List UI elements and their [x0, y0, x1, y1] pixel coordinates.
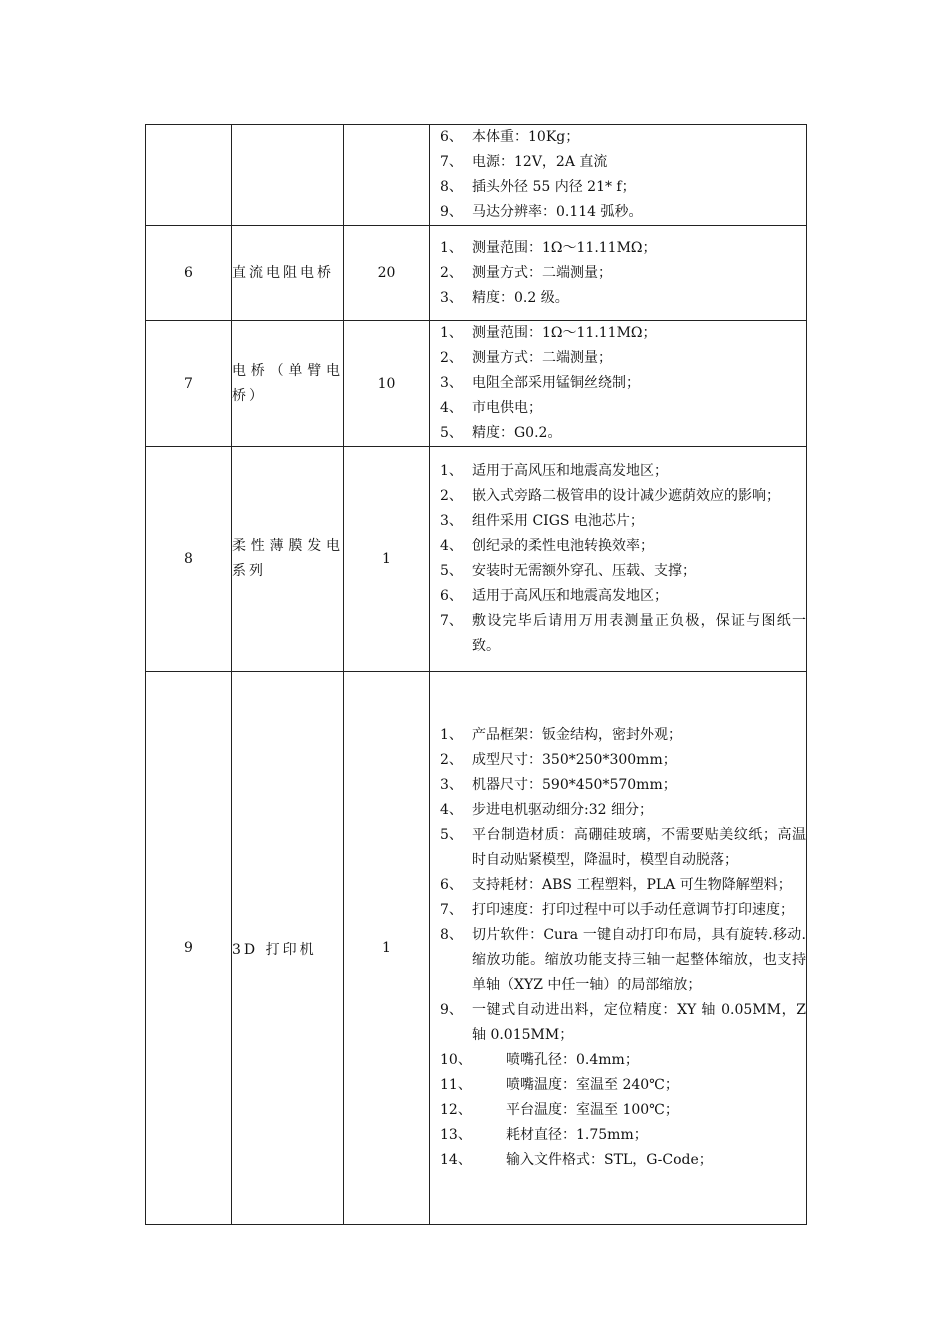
- spec-number: 9、: [440, 1002, 463, 1018]
- spec-line: [430, 150, 806, 175]
- spec-text: 平台制造材质：高硼硅玻璃，不需要贴美纹纸；高温时自动贴紧模型，降温时，模型自动脱落；: [472, 827, 806, 868]
- spec-line: [430, 584, 806, 609]
- spec-text: 测量方式：二端测量；: [472, 264, 612, 281]
- spec-text: 喷嘴孔径：0.4mm；: [506, 1052, 639, 1068]
- spec-line: [430, 371, 806, 396]
- spec-number: 1、: [440, 727, 463, 743]
- item-specs: [430, 226, 807, 321]
- spec-text: 敷设完毕后请用万用表测量正负极，保证与图纸一致。: [472, 613, 806, 654]
- spec-text: 切片软件：Cura 一键自动打印布局，具有旋转.移动.缩放功能。缩放功能支持三轴一起整体缩放，也支持单轴（XYZ 中任一轴）的局部缩放；: [472, 927, 806, 993]
- spec-number: 3、: [440, 777, 463, 793]
- spec-line: [430, 175, 806, 200]
- spec-text: 插头外径 55 内径 21* f；: [472, 179, 636, 195]
- item-number: 8: [146, 447, 232, 672]
- item-specs: [430, 321, 807, 447]
- item-name: 直流电阻电桥: [232, 226, 344, 321]
- spec-number: 2、: [440, 488, 463, 504]
- spec-line: [430, 1123, 806, 1148]
- spec-text: 精度：0.2 级。: [472, 289, 569, 306]
- spec-line: [430, 723, 806, 748]
- spec-text: 市电供电；: [472, 400, 542, 416]
- spec-text: 成型尺寸：350*250*300mm；: [472, 752, 677, 768]
- spec-number: 12、: [440, 1102, 472, 1118]
- spec-line: [430, 609, 806, 659]
- spec-line: [430, 509, 806, 534]
- item-number: 9: [146, 672, 232, 1225]
- spec-number: 2、: [440, 264, 463, 281]
- spec-line: [430, 346, 806, 371]
- spec-number: 2、: [440, 752, 463, 768]
- spec-text: 平台温度：室温至 100℃；: [506, 1102, 679, 1118]
- item-name: [232, 125, 344, 226]
- spec-number: 6、: [440, 588, 463, 604]
- spec-line: [430, 125, 806, 150]
- spec-number: 1、: [440, 325, 463, 341]
- spec-line: [430, 873, 806, 898]
- table-row: [146, 226, 807, 321]
- spec-number: 4、: [440, 400, 463, 416]
- spec-line: [430, 200, 806, 225]
- spec-number: 13、: [440, 1127, 472, 1143]
- spec-number: 7、: [440, 902, 463, 918]
- spec-line: [430, 798, 806, 823]
- spec-number: 10、: [440, 1052, 472, 1068]
- spec-line: [430, 923, 806, 998]
- spec-number: 5、: [440, 563, 463, 579]
- spec-number: 14、: [440, 1152, 472, 1168]
- spec-line: [430, 286, 806, 311]
- spec-number: 1、: [440, 239, 463, 256]
- item-quantity: 1: [344, 447, 430, 672]
- spec-text: 适用于高风压和地震高发地区；: [472, 588, 668, 604]
- spec-line: [430, 1098, 806, 1123]
- spec-number: 4、: [440, 538, 463, 554]
- item-quantity: 1: [344, 672, 430, 1225]
- spec-text: 测量方式：二端测量；: [472, 350, 612, 366]
- item-number: 6: [146, 226, 232, 321]
- item-specs: [430, 672, 807, 1225]
- item-quantity: [344, 125, 430, 226]
- item-quantity: 10: [344, 321, 430, 447]
- spec-number: 4、: [440, 802, 463, 818]
- spec-text: 电源：12V，2A 直流: [472, 154, 608, 170]
- spec-number: 5、: [440, 425, 463, 441]
- spec-line: [430, 421, 806, 446]
- spec-text: 机器尺寸：590*450*570mm；: [472, 777, 677, 793]
- spec-number: 3、: [440, 513, 463, 529]
- item-number: 7: [146, 321, 232, 447]
- spec-number: 3、: [440, 289, 463, 306]
- spec-text: 电阻全部采用锰铜丝绕制；: [472, 375, 640, 391]
- spec-number: 8、: [440, 927, 463, 943]
- spec-line: [430, 898, 806, 923]
- spec-line: [430, 773, 806, 798]
- spec-number: 7、: [440, 613, 463, 629]
- spec-number: 6、: [440, 877, 463, 893]
- table-row: [146, 125, 807, 226]
- spec-text: 组件采用 CIGS 电池芯片；: [472, 513, 644, 529]
- spec-line: [430, 236, 806, 261]
- spec-line: [430, 534, 806, 559]
- spec-number: 8、: [440, 179, 463, 195]
- table-row: [146, 672, 807, 1225]
- spec-text: 一键式自动进出料，定位精度：XY 轴 0.05MM，Z 轴 0.015MM；: [472, 1002, 806, 1043]
- spec-text: 测量范围：1Ω～11.11MΩ；: [472, 239, 657, 256]
- spec-line: [430, 459, 806, 484]
- spec-line: [430, 484, 806, 509]
- item-name: 电桥（单臂电桥）: [232, 321, 344, 447]
- spec-text: 打印速度：打印过程中可以手动任意调节打印速度；: [472, 902, 794, 918]
- spec-line: [430, 1073, 806, 1098]
- spec-text: 创纪录的柔性电池转换效率；: [472, 538, 654, 554]
- item-number: [146, 125, 232, 226]
- spec-text: 喷嘴温度：室温至 240℃；: [506, 1077, 679, 1093]
- spec-line: [430, 1048, 806, 1073]
- item-specs: [430, 447, 807, 672]
- spec-text: 支持耗材：ABS 工程塑料，PLA 可生物降解塑料；: [472, 877, 792, 893]
- table-row: [146, 321, 807, 447]
- table-row: [146, 447, 807, 672]
- spec-line: [430, 321, 806, 346]
- spec-line: [430, 261, 806, 286]
- spec-text: 耗材直径：1.75mm；: [506, 1127, 648, 1143]
- item-name: 柔性薄膜发电系列: [232, 447, 344, 672]
- spec-number: 5、: [440, 827, 463, 843]
- spec-text: 步进电机驱动细分:32 细分；: [472, 802, 653, 818]
- spec-text: 马达分辨率：0.114 弧秒。: [472, 204, 643, 220]
- spec-number: 11、: [440, 1077, 472, 1093]
- spec-number: 9、: [440, 204, 463, 220]
- spec-text: 安装时无需额外穿孔、压载、支撑；: [472, 563, 696, 579]
- spec-text: 测量范围：1Ω～11.11MΩ；: [472, 325, 657, 341]
- spec-line: [430, 998, 806, 1048]
- spec-text: 本体重：10Kg；: [472, 129, 580, 145]
- spec-line: [430, 396, 806, 421]
- spec-text: 精度：G0.2。: [472, 425, 562, 441]
- spec-text: 输入文件格式：STL，G-Code；: [506, 1152, 713, 1168]
- spec-line: [430, 1148, 806, 1173]
- spec-number: 1、: [440, 463, 463, 479]
- spec-line: [430, 748, 806, 773]
- spec-number: 6、: [440, 129, 463, 145]
- item-specs: [430, 125, 807, 226]
- item-quantity: 20: [344, 226, 430, 321]
- spec-text: 产品框架：钣金结构，密封外观；: [472, 727, 682, 743]
- spec-text: 嵌入式旁路二极管串的设计减少遮荫效应的影响；: [472, 488, 780, 504]
- spec-line: [430, 823, 806, 873]
- spec-text: 适用于高风压和地震高发地区；: [472, 463, 668, 479]
- spec-number: 3、: [440, 375, 463, 391]
- spec-line: [430, 559, 806, 584]
- equipment-spec-table: [145, 124, 807, 1225]
- spec-number: 2、: [440, 350, 463, 366]
- spec-number: 7、: [440, 154, 463, 170]
- item-name: 3D 打印机: [232, 672, 344, 1225]
